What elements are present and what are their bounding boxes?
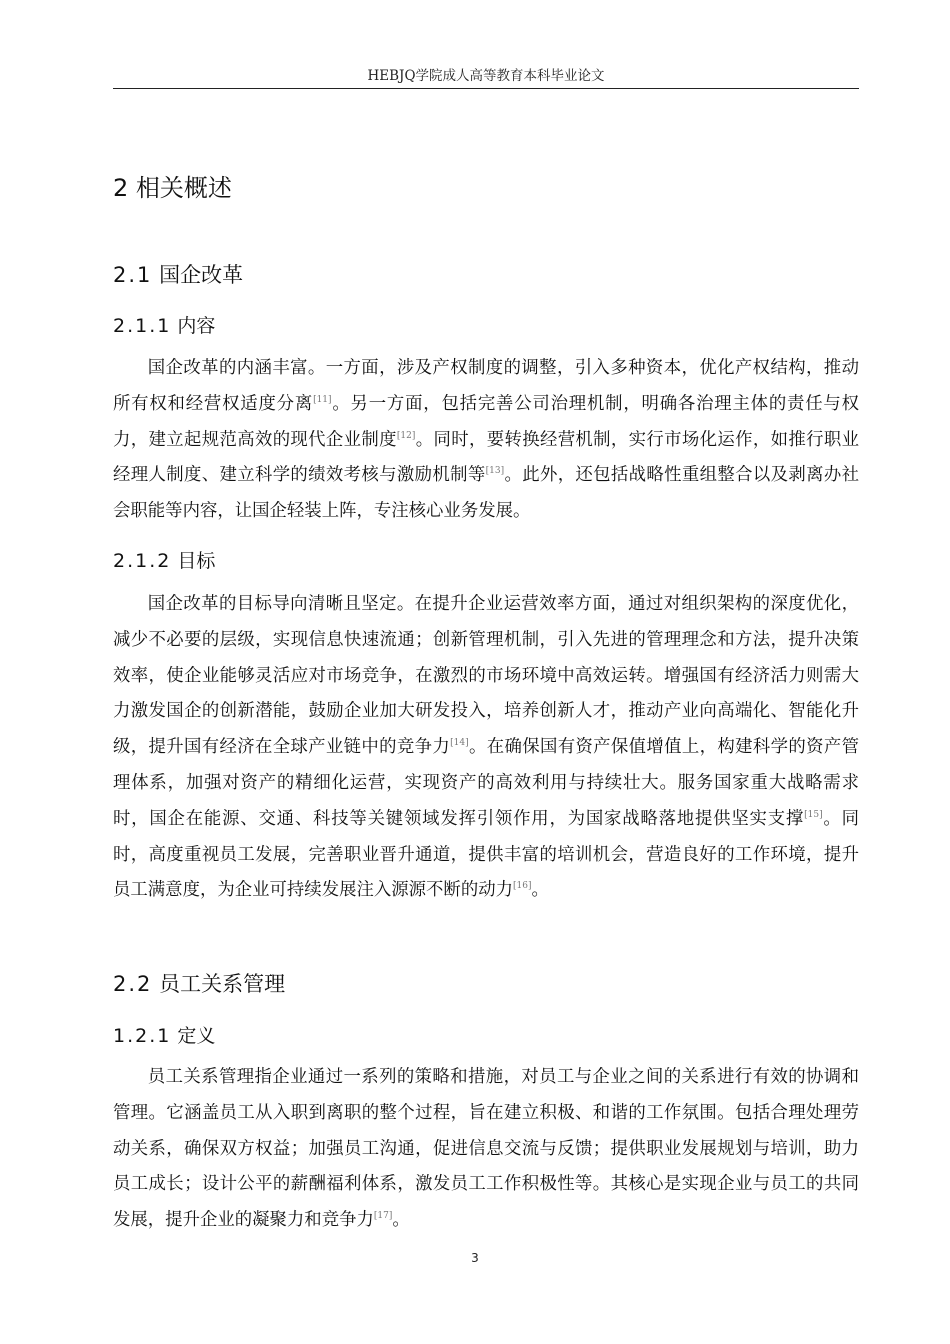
paragraph-goals [113,587,859,909]
chapter-number: 2 [113,174,129,202]
subsection-number: 2.1.2 [113,550,172,572]
paragraph-text: 。此外，还包括战略性重组整合以及剥离办社会职能等内容，让国企轻装上阵，专注核心业务发展。 [113,465,859,522]
subsection-title: 定义 [177,1025,216,1047]
paragraph-definition [113,1060,859,1239]
header-divider [113,88,859,89]
citation: [12] [396,430,416,441]
section-number: 2.1 [113,263,153,287]
subsection-heading-1-2-1 [113,1022,215,1050]
chapter-title: 相关概述 [135,174,232,202]
section-heading-2-2 [113,969,285,999]
subsection-heading-2-1-2 [113,547,215,575]
citation: [13] [485,466,505,477]
subsection-heading-2-1-1 [113,312,215,340]
subsection-number: 2.1.1 [113,315,172,337]
subsection-number: 1.2.1 [113,1025,172,1047]
paragraph-text: 国企改革的目标导向清晰且坚定。在提升企业运营效率方面，通过对组织架构的深度优化，减少不必要的层级，实现信息快速流通；创新管理机制，引入先进的管理理念和方法，提升决策效率，使企业能够灵活应对市场竞争，在激烈的市场环境中高效运转。增强国有经济活力则需大力激发国企的创新潜能，鼓励企业加大研发投入，培养创新人才，推动产业向高端化、智能化升级，提升国有经济在全球产业链中的竞争力 [113,594,859,758]
section-title: 员工关系管理 [159,972,286,996]
subsection-title: 内容 [177,315,216,337]
citation: [11] [313,395,332,405]
section-title: 国企改革 [159,263,244,287]
paragraph-text: 员工关系管理指企业通过一系列的策略和措施，对员工与企业之间的关系进行有效的协调和管理。它涵盖员工从入职到离职的整个过程，旨在建立积极、和谐的工作氛围。包括合理处理劳动关系，确保双方权益；加强员工沟通，促进信息交流与反馈；提供职业发展规划与培训，助力员工成长；设计公平的薪酬福利体系，激发员工工作积极性等。其核心是实现企业与员工的共同发展，提升企业的凝聚力和竞争力 [113,1067,859,1231]
page-number: 3 [471,1251,479,1265]
paragraph-text: 。同时，高度重视员工发展，完善职业晋升通道，提供丰富的培训机会，营造良好的工作环境，提升员工满意度，为企业可持续发展注入源源不断的动力 [113,808,859,901]
section-heading-2-1 [113,260,243,290]
section-number: 2.2 [113,972,153,996]
paragraph-text: 。 [392,1210,410,1231]
paragraph-text: 。 [531,880,549,901]
paragraph-content [113,351,859,530]
paragraph-text: 国企改革的内涵丰富。一方面，涉及产权制度的调整，引入多种资本，优化产权结构，推动所有权和经营权适度分离 [113,358,859,414]
running-header: HEBJQ学院成人高等教育本科毕业论文 [367,68,605,84]
citation: [14] [450,738,469,749]
subsection-title: 目标 [177,550,216,572]
citation: [15] [804,809,823,820]
paragraph-text: 。在确保国有资产保值增值上，构建科学的资产管理体系，加强对资产的精细化运营，实现资产的高效利用与持续壮大。服务国家重大战略需求时，国企在能源、交通、科技等关键领域发挥引领作用，为国家战略落地提供坚实支撑 [113,737,859,829]
citation: [16] [513,881,532,892]
citation: [17] [373,1211,393,1222]
paragraph-text: 。另一方面，包括完善公司治理机制，明确各治理主体的责任与权力，建立起规范高效的现代企业制度 [113,393,859,450]
chapter-heading [113,170,232,206]
paragraph-text: 。同时，要转换经营机制，实行市场化运作，如推行职业经理人制度、建立科学的绩效考核与激励机制等 [113,429,859,486]
